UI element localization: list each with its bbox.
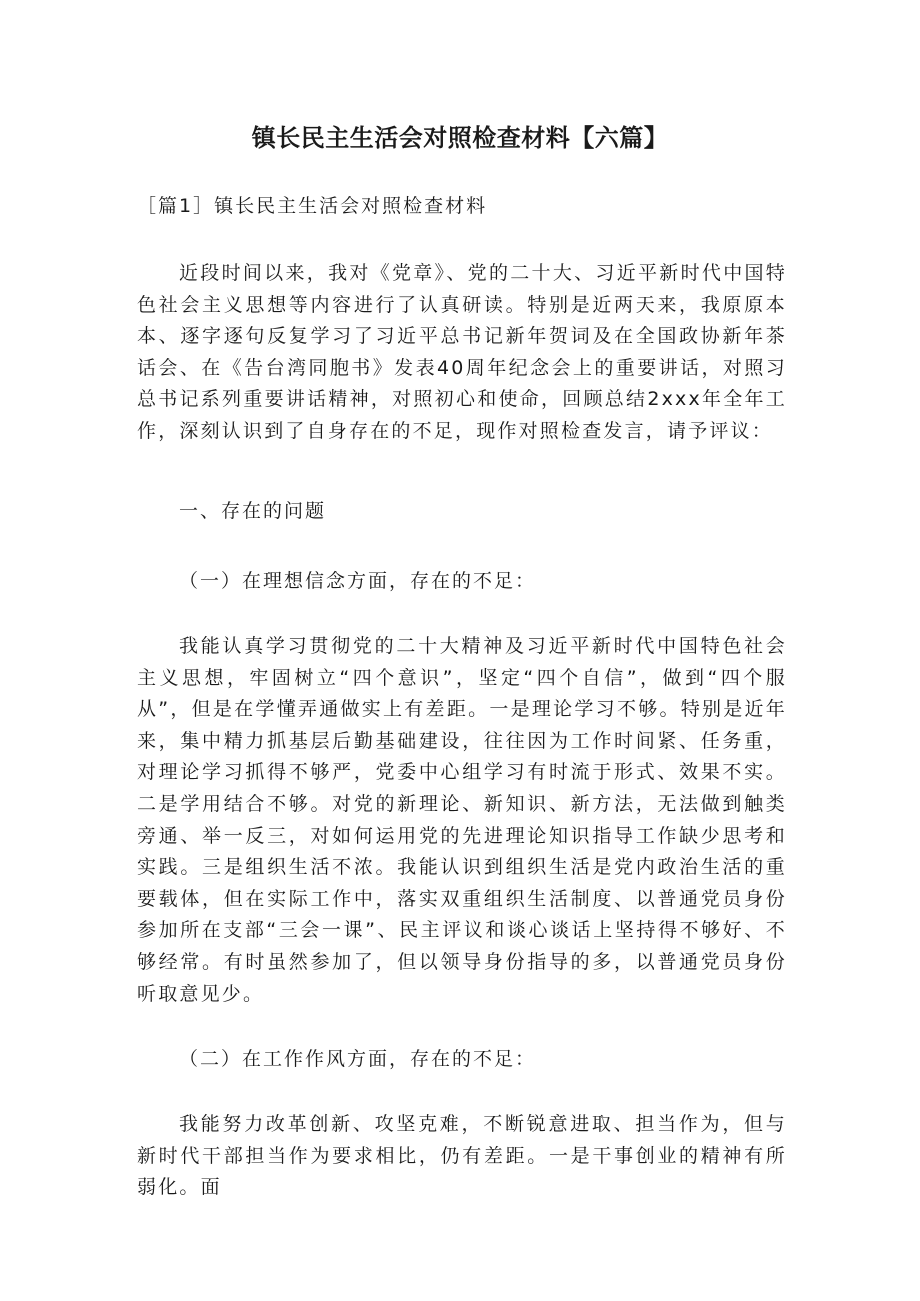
intro-paragraph: 近段时间以来，我对《党章》、党的二十大、习近平新时代中国特色社会主义思想等内容进行了认真研读。特别是近两天来，我原原本本、逐字逐句反复学习了习近平总书记新年贺词及在全国政协新年茶话会、在《告台湾同胞书》发表40周年纪念会上的重要讲话，对照习总书记系列重要讲话精神，对照初心和使命，回顾总结2xxx年全年工作，深刻认识到了自身存在的不足，现作对照检查发言，请予评议： bbox=[137, 262, 787, 442]
subsection-heading-work-style: （二）在工作作风方面，存在的不足： bbox=[179, 1048, 537, 1070]
article-subtitle: ［篇1］镇长民主生活会对照检查材料 bbox=[137, 195, 488, 217]
ideals-paragraph: 我能认真学习贯彻党的二十大精神及习近平新时代中国特色社会主义思想，牢固树立“四个意识”，坚定“四个自信”，做到“四个服从”，但是在学懂弄通做实上有差距。一是理论学习不够。特别是近年来，集中精力抓基层后勤基础建设，往往因为工作时间紧、任务重，对理论学习抓得不够严，党委中心组学习有时流于形式、效果不实。二是学用结合不够。对党的新理论、新知识、新方法，无法做到触类旁通、举一反三，对如何运用党的先进理论知识指导工作缺少思考和实践。三是组织生活不浓。我能认识到组织生活是党内政治生活的重要载体，但在实际工作中，落实双重组织生活制度、以普通党员身份参加所在支部“三会一课”、民主评议和谈心谈话上坚持得不够好、不够经常。有时虽然参加了，但以领导身份指导的多，以普通党员身份听取意见少。 bbox=[137, 635, 787, 1005]
document-title: 镇长民主生活会对照检查材料【六篇】 bbox=[251, 124, 669, 152]
work-style-paragraph: 我能努力改革创新、攻坚克难，不断锐意进取、担当作为，但与新时代干部担当作为要求相比，仍有差距。一是干事创业的精神有所弱化。面 bbox=[137, 1113, 787, 1199]
subsection-heading-ideals: （一）在理想信念方面，存在的不足： bbox=[179, 570, 537, 592]
section-heading-problems: 一、存在的问题 bbox=[179, 500, 327, 522]
